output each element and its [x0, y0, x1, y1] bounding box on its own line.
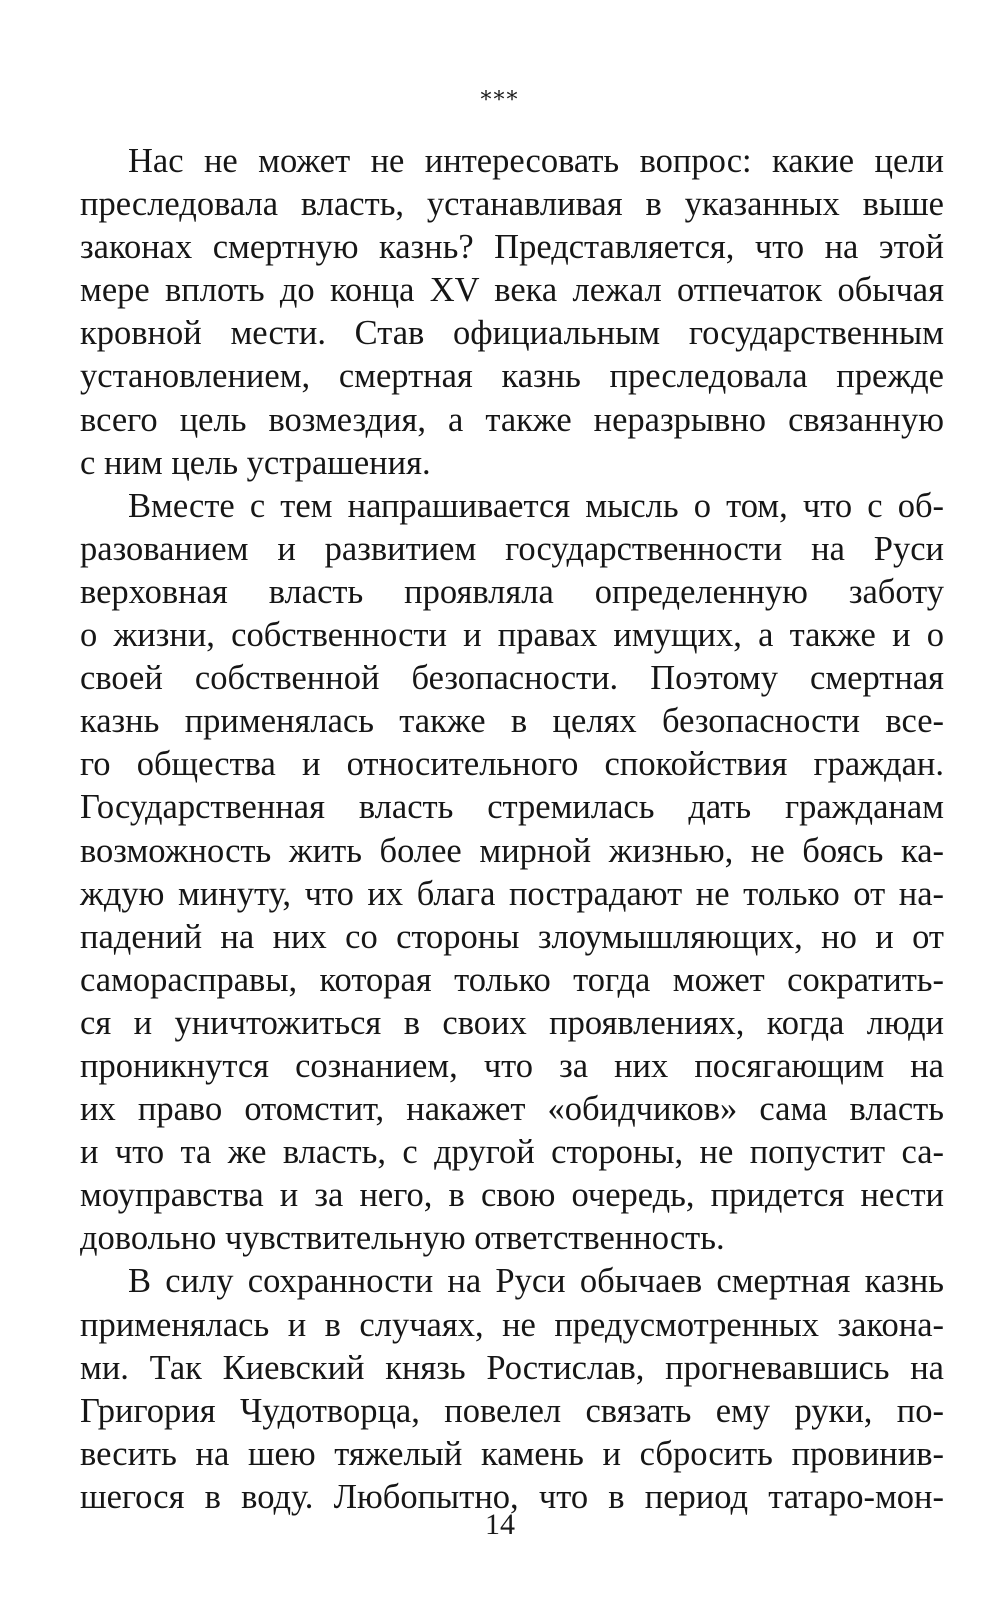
text-line: законах смертную казнь? Представляется, что на этой	[80, 228, 944, 267]
text-line: мере вплоть до конца XV века лежал отпечаток обычая	[80, 271, 944, 310]
paragraph	[80, 485, 944, 1261]
text-line: Нас не может не интересовать вопрос: какие цели	[128, 142, 944, 180]
text-line: своей собственной безопасности. Поэтому смертная	[80, 659, 944, 698]
text-line: В силу сохранности на Руси обычаев смертная казнь	[128, 1262, 944, 1301]
body-text	[80, 140, 944, 1519]
text-line: ся и уничтожиться в своих проявлениях, когда люди	[80, 1003, 944, 1042]
text-line: казнь применялась также в целях безопасности все-	[80, 702, 944, 741]
text-line: Государственная власть стремилась дать гражданам	[80, 788, 944, 827]
text-line: ми. Так Киевский князь Ростислав, прогневавшись на	[80, 1348, 944, 1387]
text-line: моуправства и за него, в свою очередь, придется нести	[80, 1176, 944, 1215]
text-line: о жизни, собственности и правах имущих, а также и о	[80, 616, 944, 655]
text-line: их право отомстит, накажет «обидчиков» сама власть	[80, 1090, 944, 1129]
text-line: и что та же власть, с другой стороны, не попустит са-	[80, 1133, 944, 1172]
text-line: всего цель возмездия, а также неразрывно связанную	[80, 400, 944, 439]
text-line: преследовала власть, устанавливая в указанных выше	[80, 185, 944, 224]
text-line: кровной мести. Став официальным государственным	[80, 314, 944, 353]
text-line: с ним цель устрашения.	[80, 443, 431, 482]
section-separator: ***	[480, 88, 520, 113]
text-line: проникнутся сознанием, что за них посягающим на	[80, 1046, 944, 1085]
text-line: весить на шею тяжелый камень и сбросить провинив-	[80, 1434, 944, 1473]
text-line: разованием и развитием государственности на Руси	[80, 529, 944, 568]
text-line: Григория Чудотворца, повелел связать ему руки, по-	[80, 1391, 944, 1430]
text-line: го общества и относительного спокойствия граждан.	[80, 745, 944, 784]
text-line: установлением, смертная казнь преследовала прежде	[80, 357, 944, 396]
text-line: довольно чувствительную ответственность.	[80, 1219, 725, 1258]
text-line: применялась и в случаях, не предусмотренных закона-	[80, 1305, 944, 1344]
text-line: падений на них со стороны злоумышляющих, но и от	[80, 917, 944, 956]
text-line: верховная власть проявляла определенную заботу	[80, 572, 944, 611]
text-line: возможность жить более мирной жизнью, не боясь ка-	[80, 831, 944, 870]
text-line: шегося в воду. Любопытно, что в период татаро-мон-	[80, 1477, 944, 1516]
paragraph	[80, 140, 944, 485]
page-number: 14	[485, 1508, 515, 1541]
text-line: Вместе с тем напрашивается мысль о том, что с об-	[128, 486, 944, 525]
text-line: саморасправы, которая только тогда может сократить-	[80, 960, 944, 999]
text-line: ждую минуту, что их блага пострадают не только от на-	[80, 874, 944, 913]
paragraph	[80, 1260, 944, 1519]
